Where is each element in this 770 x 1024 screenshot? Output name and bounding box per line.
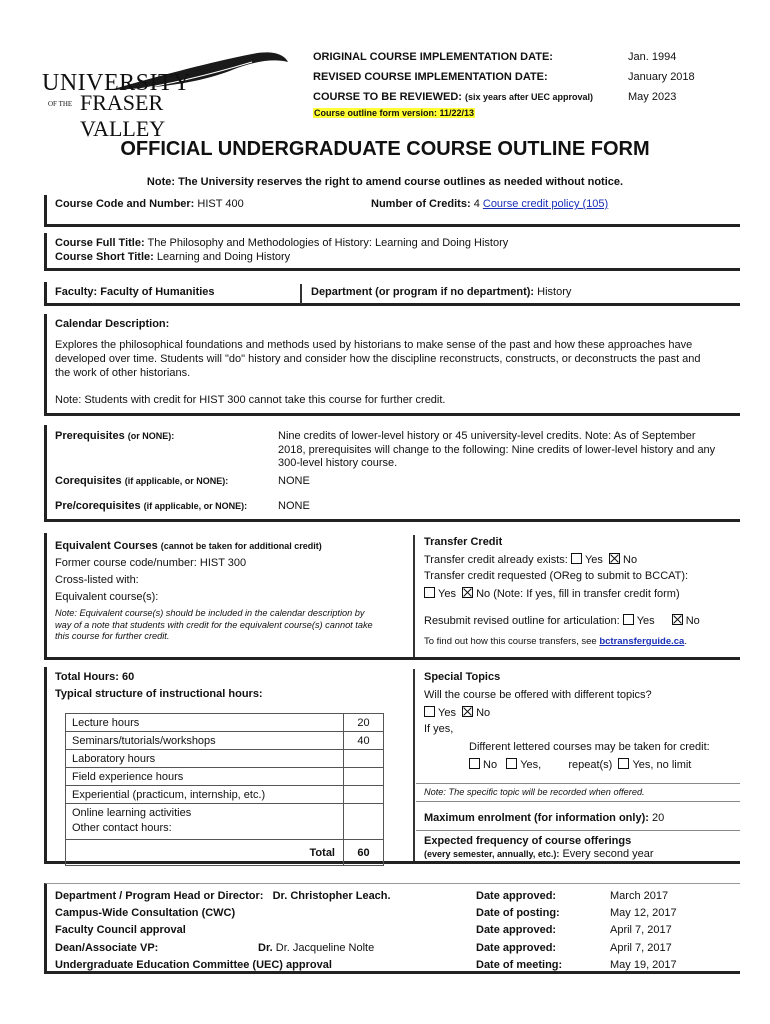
table-row (66, 750, 384, 768)
table-row (66, 768, 384, 786)
approval-date-value: May 19, 2017 (610, 958, 677, 971)
approvals-left (55, 888, 455, 974)
amend-note: Note: The University reserves the right to amend course outlines as needed without notice. (146, 176, 624, 188)
calendar-note: Note: Students with credit for HIST 300 cannot take this course for further credit. (55, 394, 446, 406)
calendar-line-1: Explores the philosophical foundations and methods used by historians to make sense of the past and how these approaches have (55, 339, 693, 351)
hours-row-value (344, 822, 384, 840)
former-course: Former course code/number: HIST 300 (55, 557, 247, 569)
lettered-yes-label: Yes, (520, 759, 542, 771)
max-enrolment-value: 20 (651, 812, 665, 824)
resubmit-label: Resubmit revised outline for articulation: (424, 615, 620, 627)
short-title-value: Learning and Doing History (156, 251, 291, 263)
hours-total-value: 60 (344, 840, 384, 866)
transfer-requested-no-checkbox[interactable] (462, 587, 473, 598)
resubmit-no-label: No (685, 615, 700, 627)
cross-listed: Cross-listed with: (55, 574, 139, 586)
total-hours-value: 60 (122, 671, 135, 683)
equivalent-note-3: this course for further credit. (55, 631, 170, 641)
prereq-label: Prerequisites (55, 430, 125, 442)
approvals-date-labels (476, 888, 562, 974)
page-title: OFFICIAL UNDERGRADUATE COURSE OUTLINE FORM (120, 138, 650, 160)
coreq-label-small: (if applicable, or NONE): (124, 476, 229, 486)
hours-table (65, 713, 384, 866)
hours-row-label: Online learning activities (66, 804, 344, 822)
approval-date-value: March 2017 (610, 890, 669, 902)
logo-of-the: OF THE (48, 100, 73, 108)
lettered-no-label: No (483, 759, 498, 771)
credits-value: 4 (473, 198, 480, 210)
structure-label: Typical structure of instructional hours: (55, 688, 263, 700)
bctransferguide-link[interactable]: bctransferguide.ca (599, 636, 685, 647)
frequency-label: Expected frequency of course offerings (424, 835, 632, 847)
faculty-label: Faculty: Faculty of Humanities (55, 286, 215, 298)
course-code-value: HIST 400 (197, 198, 244, 210)
calendar-line-2: developed over time. Students will "do" history and consider how the discipline reconstructs, constructs, or deconstructs the past and (55, 353, 701, 365)
coreq-value: NONE (278, 475, 310, 487)
approval-dean-name: Dr. Jacqueline Nolte (275, 941, 375, 954)
department-value: History (537, 286, 572, 298)
table-row (66, 732, 384, 750)
review-date-value: May 2023 (628, 91, 677, 103)
no-limit-label: Yes, no limit (632, 759, 692, 771)
equivalent-courses: Equivalent course(s): (55, 591, 159, 603)
special-topics-label: Special Topics (424, 671, 501, 683)
table-row (66, 804, 384, 822)
transfer-exists-no-label: No (623, 554, 638, 566)
approval-date-value: April 7, 2017 (610, 941, 672, 954)
hours-row-label: Field experience hours (66, 768, 344, 786)
form-version-badge: Course outline form version: 11/22/13 (314, 108, 475, 118)
topics-no-checkbox[interactable] (462, 706, 473, 717)
university-logo (42, 44, 252, 141)
equivalent-note-2: way of a note that students with credit for the equivalent course(s) cannot take (55, 619, 373, 630)
approval-faculty-label: Faculty Council approval (55, 924, 186, 937)
hours-row-label: Experiential (practicum, internship, etc.) (66, 786, 344, 804)
topics-yes-label: Yes (438, 707, 456, 719)
repeats-label: repeat(s) (568, 759, 613, 771)
review-date-label: COURSE TO BE REVIEWED: (313, 91, 462, 103)
revised-date-value: January 2018 (628, 71, 695, 83)
hours-total-label: Total (66, 840, 344, 866)
approval-dean-prefix: Dr. (258, 941, 273, 954)
hours-row-label: Seminars/tutorials/workshops (66, 732, 344, 750)
hours-row-label: Other contact hours: (66, 822, 344, 840)
equivalent-transfer-divider (413, 535, 415, 657)
transfer-exists-no-checkbox[interactable] (609, 553, 620, 564)
table-row (66, 840, 384, 866)
revised-date-label: REVISED COURSE IMPLEMENTATION DATE: (313, 71, 548, 83)
topic-note: Note: The specific topic will be recorded when offered. (424, 787, 645, 797)
transfer-requested-label: Transfer credit requested (OReg to submit to BCCAT): (424, 570, 689, 582)
course-code-label: Course Code and Number: (55, 198, 195, 210)
no-limit-checkbox[interactable] (618, 758, 629, 769)
equivalent-label-small: (cannot be taken for additional credit) (160, 541, 322, 551)
prereq-line-1: Nine credits of lower-level history or 45 university-level credits. Note: As of September (278, 430, 696, 442)
precoreq-value: NONE (278, 500, 310, 512)
approval-dean-label: Dean/Associate VP: (55, 941, 159, 954)
approval-date-label: Date of meeting: (476, 958, 563, 971)
lettered-courses-label: Different lettered courses may be taken for credit: (469, 741, 710, 753)
transfer-requested-yes-label: Yes (438, 588, 456, 600)
precoreq-label-small: (if applicable, or NONE): (143, 501, 248, 511)
prereq-line-3: 300-level history course. (278, 457, 398, 469)
hours-row-value (344, 750, 384, 768)
table-row (66, 786, 384, 804)
approval-dept-head-label: Department / Program Head or Director: (55, 890, 264, 902)
faculty-divider (300, 284, 302, 304)
lettered-yes-checkbox[interactable] (506, 758, 517, 769)
topics-yes-checkbox[interactable] (424, 706, 435, 717)
total-hours-label: Total Hours: (55, 671, 119, 683)
if-yes-label: If yes, (424, 723, 454, 735)
calendar-line-3: the work of other historians. (55, 367, 191, 379)
equivalent-note-1: Note: Equivalent course(s) should be included in the calendar description by (55, 608, 365, 618)
frequency-divider (416, 830, 740, 831)
credit-policy-link[interactable]: Course credit policy (105) (482, 198, 609, 210)
hours-row-value: 20 (344, 714, 384, 732)
hours-row-value (344, 804, 384, 822)
approval-date-label: Date of posting: (476, 907, 560, 920)
coreq-label: Corequisites (55, 475, 122, 487)
hours-row-value (344, 786, 384, 804)
department-label: Department (or program if no department): (311, 286, 535, 298)
max-enrolment-label: Maximum enrolment (for information only): (424, 812, 649, 824)
hours-row-value: 40 (344, 732, 384, 750)
frequency-label-small: (every semester, annually, etc.): (424, 849, 560, 859)
approval-date-label: Date approved: (476, 941, 557, 954)
transfer-label: Transfer Credit (424, 536, 503, 548)
credits-label: Number of Credits: (371, 198, 471, 210)
lettered-no-checkbox[interactable] (469, 758, 480, 769)
approval-date-label: Date approved: (476, 890, 557, 902)
transfer-requested-no-label: No (Note: If yes, fill in transfer credit form) (476, 588, 680, 600)
full-title-value: The Philosophy and Methodologies of History: Learning and Doing History (147, 237, 509, 249)
logo-university: UNIVERSITY (42, 70, 191, 96)
short-title-label: Course Short Title: (55, 251, 154, 263)
full-title-label: Course Full Title: (55, 237, 145, 249)
hours-row-label: Laboratory hours (66, 750, 344, 768)
review-date-note: (six years after UEC approval) (465, 92, 594, 102)
table-row (66, 822, 384, 840)
enrolment-divider (416, 801, 740, 802)
prereq-label-small: (or NONE): (127, 431, 175, 441)
hours-topics-divider (413, 669, 415, 861)
transfer-exists-yes-label: Yes (584, 554, 603, 566)
resubmit-no-checkbox[interactable] (672, 614, 683, 625)
transfer-exists-label: Transfer credit already exists: (424, 554, 568, 566)
original-date-value: Jan. 1994 (628, 51, 677, 63)
approval-date-value: May 12, 2017 (610, 907, 677, 920)
logo-fraser-valley: FRASER VALLEY (80, 90, 166, 141)
frequency-value: Every second year (562, 848, 654, 860)
transfer-requested-yes-checkbox[interactable] (424, 587, 435, 598)
special-topics-question: Will the course be offered with different topics? (424, 689, 652, 701)
transfer-exists-yes-checkbox[interactable] (571, 553, 582, 564)
precoreq-label: Pre/corequisites (55, 500, 141, 512)
approvals-dates (610, 888, 677, 974)
equivalent-label: Equivalent Courses (55, 540, 158, 552)
original-date-label: ORIGINAL COURSE IMPLEMENTATION DATE: (313, 51, 553, 63)
approval-date-label: Date approved: (476, 924, 557, 937)
hours-row-label: Lecture hours (66, 714, 344, 732)
find-out-text: To find out how this course transfers, see (424, 636, 597, 647)
approval-uec-label: Undergraduate Education Committee (UEC) approval (55, 958, 332, 971)
approval-cwc-label: Campus-Wide Consultation (CWC) (55, 907, 236, 920)
calendar-label: Calendar Description: (55, 318, 170, 330)
approval-dept-head-name: Dr. Christopher Leach. (272, 890, 391, 902)
topics-no-label: No (476, 707, 491, 719)
prereq-line-2: 2018, prerequisites will change to the following: Nine credits of lower-level history and any (278, 443, 716, 456)
table-row (66, 714, 384, 732)
topics-divider (416, 783, 740, 784)
approval-date-value: April 7, 2017 (610, 924, 672, 937)
resubmit-yes-label: Yes (636, 615, 655, 627)
hours-row-value (344, 768, 384, 786)
resubmit-yes-checkbox[interactable] (623, 614, 634, 625)
